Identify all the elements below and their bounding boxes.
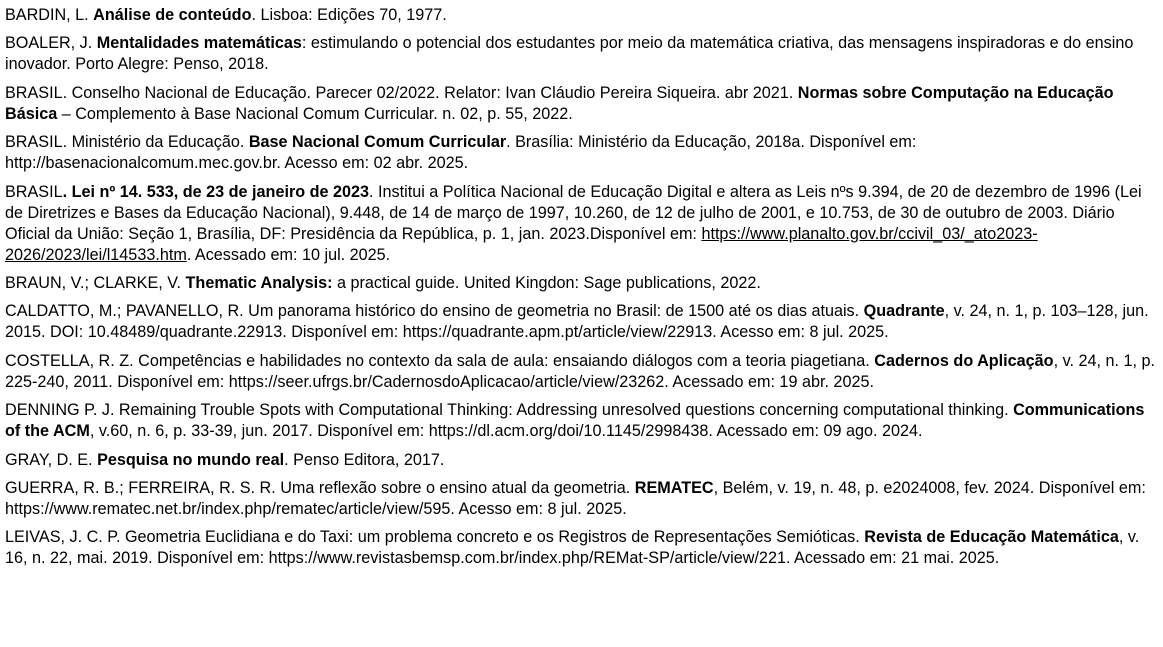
reference-entry [5,132,1158,174]
ref-text: BRASIL [5,182,63,201]
ref-text: a practical guide. United Kingdon: Sage publications, 2022. [332,273,761,292]
ref-text: , v. 24, n. 1, p. 103–128, jun. 2015. DOI: 10.48489/quadrante.22913. Disponível em: https://quadrante.apm.pt/article/view/22913. Acesso em: 8 jul. 2025. [5,302,1149,342]
reference-entry [5,478,1158,520]
ref-title: Quadrante [863,302,945,321]
reference-entry [5,351,1158,393]
reference-entry [5,273,1158,294]
ref-title: Revista de Educação Matemática [864,528,1119,547]
ref-text: , v. 16, n. 22, mai. 2019. Disponível em: https://www.revistasbemsp.com.br/index.php/REMat-SP/article/view/221. Acessado em: 21 mai. 2025. [5,528,1140,568]
ref-text: , v. 24, n. 1, p. 225-240, 2011. Disponível em: https://seer.ufrgs.br/CadernosdoAplicacao/article/view/23262. Acessado em: 19 abr. 2025. [5,351,1155,391]
reference-list [5,5,1158,577]
ref-text: . Penso Editora, 2017. [284,450,445,469]
ref-text: : estimulando o potencial dos estudantes por meio da matemática criativa, das mensagens inspiradoras e do ensino inovador. Porto Alegre: Penso, 2018. [5,34,1134,74]
ref-title: Normas sobre Computação na Educação Básica [5,83,1114,123]
reference-entry [5,182,1158,266]
ref-title: Thematic Analysis: [185,273,333,292]
reference-entry [5,450,1158,471]
ref-text: BRASIL. Ministério da Educação. [5,133,249,152]
ref-text: . Acessado em: 10 jul. 2025. [186,245,391,264]
ref-text: BRAUN, V.; CLARKE, V. [5,273,186,292]
ref-title: Análise de conteúdo [93,6,252,24]
ref-title: Cadernos do Aplicação [874,351,1054,370]
ref-text: . Institui a Política Nacional de Educação Digital e altera as Leis nºs 9.394, de 20 de dezembro de 1996 (Lei de Diretrizes e Bases da Educação Nacional), 9.448, de 14 de março de 1997, 10.260, de 12 de julho de 2001, e 10.753, de 30 de outubro de 2003. Diário Oficial da União: Seção 1, Brasília, DF: Presidência da República, p. 1, jan. 2023.Disponível em: [5,182,1142,243]
ref-text: BOALER, J. [5,34,97,53]
ref-text: GUERRA, R. B.; FERREIRA, R. S. R. Uma reflexão sobre o ensino atual da geometria. [5,478,635,497]
reference-entry [5,33,1158,75]
ref-title: Communications of the ACM [5,401,1145,441]
ref-text: LEIVAS, J. C. P. Geometria Euclidiana e do Taxi: um problema concreto e os Registros de Representações Semióticas. [5,528,865,547]
ref-text: . Brasília: Ministério da Educação, 2018a. Disponível em: http://basenacionalcomum.mec.gov.br. Acesso em: 02 abr. 2025. [5,133,917,173]
ref-title: REMATEC [634,478,714,497]
ref-text: , Belém, v. 19, n. 48, p. e2024008, fev. 2024. Disponível em: https://www.rematec.net.br/index.php/rematec/article/view/595. Acesso em: 8 jul. 2025. [5,478,1146,518]
ref-title: Base Nacional Comum Curricular [248,133,507,152]
ref-text: BARDIN, L. [5,6,94,24]
ref-text: , v.60, n. 6, p. 33-39, jun. 2017. Disponível em: https://dl.acm.org/doi/10.1145/2998438. Acessado em: 09 ago. 2024. [89,422,923,441]
ref-text: COSTELLA, R. Z. Competências e habilidades no contexto da sala de aula: ensaiando diálogos com a teoria piagetiana. [5,351,875,370]
reference-entry [5,301,1158,343]
reference-entry [5,5,1158,26]
reference-entry [5,527,1158,569]
ref-title: Mentalidades matemáticas [96,34,302,53]
ref-text: CALDATTO, M.; PAVANELLO, R. Um panorama histórico do ensino de geometria no Brasil: de 1500 até os dias atuais. [5,302,864,321]
ref-text: DENNING P. J. Remaining Trouble Spots with Computational Thinking: Addressing unresolved questions concerning computational thinking. [5,401,1014,420]
reference-entry [5,83,1158,125]
ref-text: – Complemento à Base Nacional Comum Curricular. n. 02, p. 55, 2022. [57,104,573,123]
ref-link[interactable]: https://www.planalto.gov.br/ccivil_03/_ato2023-2026/2023/lei/l14533.htm [5,224,1038,264]
ref-text: GRAY, D. E. [5,450,98,469]
ref-text: BRASIL. Conselho Nacional de Educação. Parecer 02/2022. Relator: Ivan Cláudio Pereira Siqueira. abr 2021. [5,83,798,102]
reference-entry [5,400,1158,442]
ref-title: Pesquisa no mundo real [97,450,285,469]
ref-text: . Lisboa: Edições 70, 1977. [251,6,447,24]
ref-title: . Lei nº 14. 533, de 23 de janeiro de 2023 [62,182,370,201]
